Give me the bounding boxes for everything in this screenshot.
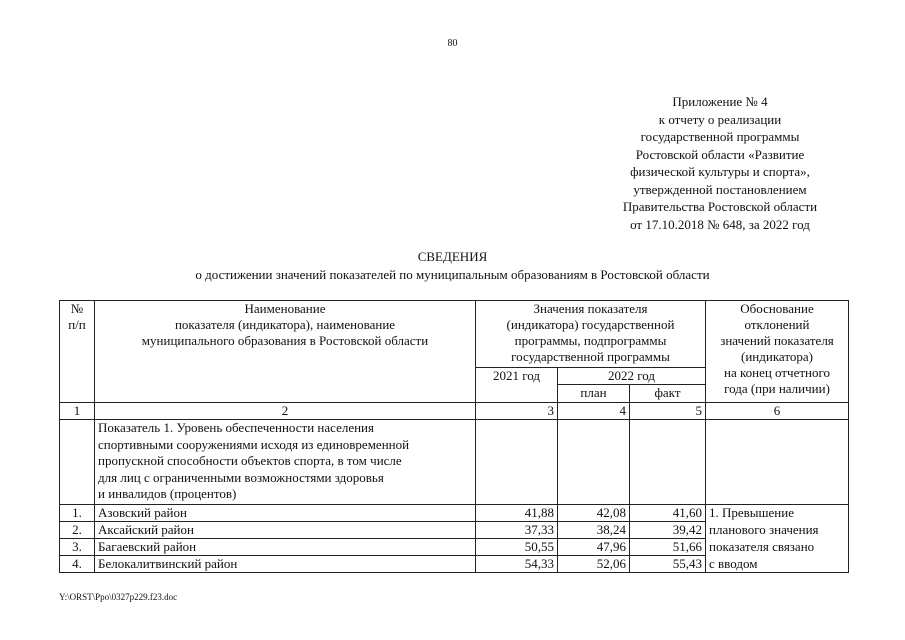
row-value-fact: 41,60 xyxy=(630,505,706,522)
header-num-line: № xyxy=(70,301,84,316)
table-row xyxy=(60,556,849,573)
table-row xyxy=(60,505,849,522)
indicator-line: Показатель 1. Уровень обеспеченности населения xyxy=(98,420,374,435)
header-values-line: Значения показателя xyxy=(533,301,648,316)
column-number: 6 xyxy=(706,403,849,420)
header-name-line: Наименование xyxy=(244,301,326,316)
appendix-line: государственной программы xyxy=(640,129,800,144)
column-number: 4 xyxy=(558,403,630,420)
indicator-line: и инвалидов (процентов) xyxy=(98,486,237,501)
row-justification: планового значения xyxy=(706,522,849,539)
indicator-num-cell xyxy=(60,420,95,505)
row-value-2021: 54,33 xyxy=(476,556,558,573)
header-justification-line: значений показателя xyxy=(720,333,834,348)
indicator-empty-cell xyxy=(558,420,630,505)
row-value-fact: 51,66 xyxy=(630,539,706,556)
header-fact: факт xyxy=(630,385,706,403)
row-number: 3. xyxy=(60,539,95,556)
row-justification: 1. Превышение xyxy=(706,505,849,522)
header-name-line: показателя (индикатора), наименование xyxy=(174,317,396,332)
document-title: СВЕДЕНИЯ xyxy=(417,249,488,264)
row-value-fact: 55,43 xyxy=(630,556,706,573)
appendix-line: Приложение № 4 xyxy=(672,94,768,109)
header-plan: план xyxy=(558,385,630,403)
header-num-line: п/п xyxy=(68,317,86,332)
column-number-row xyxy=(60,403,849,420)
row-value-2021: 37,33 xyxy=(476,522,558,539)
row-municipality: Белокалитвинский район xyxy=(95,556,476,573)
row-number: 4. xyxy=(60,556,95,573)
document-heading xyxy=(0,248,905,284)
header-justification-line: отклонений xyxy=(744,317,810,332)
appendix-line: Ростовской области «Развитие xyxy=(635,146,805,162)
header-justification-line: года (при наличии) xyxy=(724,381,830,396)
indicator-table xyxy=(59,300,849,573)
header-justification xyxy=(706,301,849,403)
file-path-footer: Y:\ORST\Ppo\0327p229.f23.doc xyxy=(59,592,178,602)
indicator-line: спортивными сооружениями исходя из единовременной xyxy=(98,436,410,452)
table-row xyxy=(60,522,849,539)
header-row xyxy=(60,301,849,368)
row-municipality: Аксайский район xyxy=(95,522,476,539)
row-value-plan: 47,96 xyxy=(558,539,630,556)
table-row xyxy=(60,539,849,556)
row-number: 1. xyxy=(60,505,95,522)
indicator-empty-cell xyxy=(706,420,849,505)
indicator-line: пропускной способности объектов спорта, в том числе xyxy=(98,453,402,468)
appendix-line: от 17.10.2018 № 648, за 2022 год xyxy=(630,216,810,232)
appendix-line: физической культуры и спорта», xyxy=(630,164,810,179)
appendix-line: утвержденной постановлением xyxy=(633,181,807,197)
appendix-line: Правительства Ростовской области xyxy=(622,199,818,214)
header-values-line: программы, подпрограммы xyxy=(514,333,667,348)
appendix-block xyxy=(560,93,880,233)
header-num xyxy=(60,301,95,403)
indicator-title xyxy=(95,420,476,505)
row-value-2021: 50,55 xyxy=(476,539,558,556)
header-values-group xyxy=(476,301,706,368)
document-subtitle: о достижении значений показателей по муниципальным образованиям в Ростовской области xyxy=(195,267,710,282)
header-justification-line: (индикатора) xyxy=(741,349,813,364)
row-justification: показателя связано xyxy=(706,539,849,556)
row-value-plan: 42,08 xyxy=(558,505,630,522)
row-municipality: Азовский район xyxy=(95,505,476,522)
column-number: 1 xyxy=(60,403,95,420)
header-values-line: (индикатора) государственной xyxy=(506,317,675,332)
indicator-empty-cell xyxy=(476,420,558,505)
header-name-line: муниципального образования в Ростовской области xyxy=(141,333,429,348)
row-number: 2. xyxy=(60,522,95,539)
indicator-line: для лиц с ограниченными возможностями здоровья xyxy=(98,469,384,485)
page-number: 80 xyxy=(447,38,458,49)
row-value-plan: 52,06 xyxy=(558,556,630,573)
header-name xyxy=(95,301,476,403)
indicator-empty-cell xyxy=(630,420,706,505)
column-number: 3 xyxy=(476,403,558,420)
row-justification: с вводом xyxy=(706,556,849,573)
row-value-2021: 41,88 xyxy=(476,505,558,522)
header-year-2022: 2022 год xyxy=(558,368,706,385)
header-justification-line: Обоснование xyxy=(740,301,814,316)
column-number: 2 xyxy=(95,403,476,420)
row-municipality: Багаевский район xyxy=(95,539,476,556)
row-value-fact: 39,42 xyxy=(630,522,706,539)
header-year-2021: 2021 год xyxy=(476,368,558,403)
row-value-plan: 38,24 xyxy=(558,522,630,539)
indicator-row xyxy=(60,420,849,505)
header-justification-line: на конец отчетного xyxy=(723,365,831,380)
appendix-line: к отчету о реализации xyxy=(658,111,782,127)
header-values-line: государственной программы xyxy=(511,349,670,364)
column-number: 5 xyxy=(630,403,706,420)
